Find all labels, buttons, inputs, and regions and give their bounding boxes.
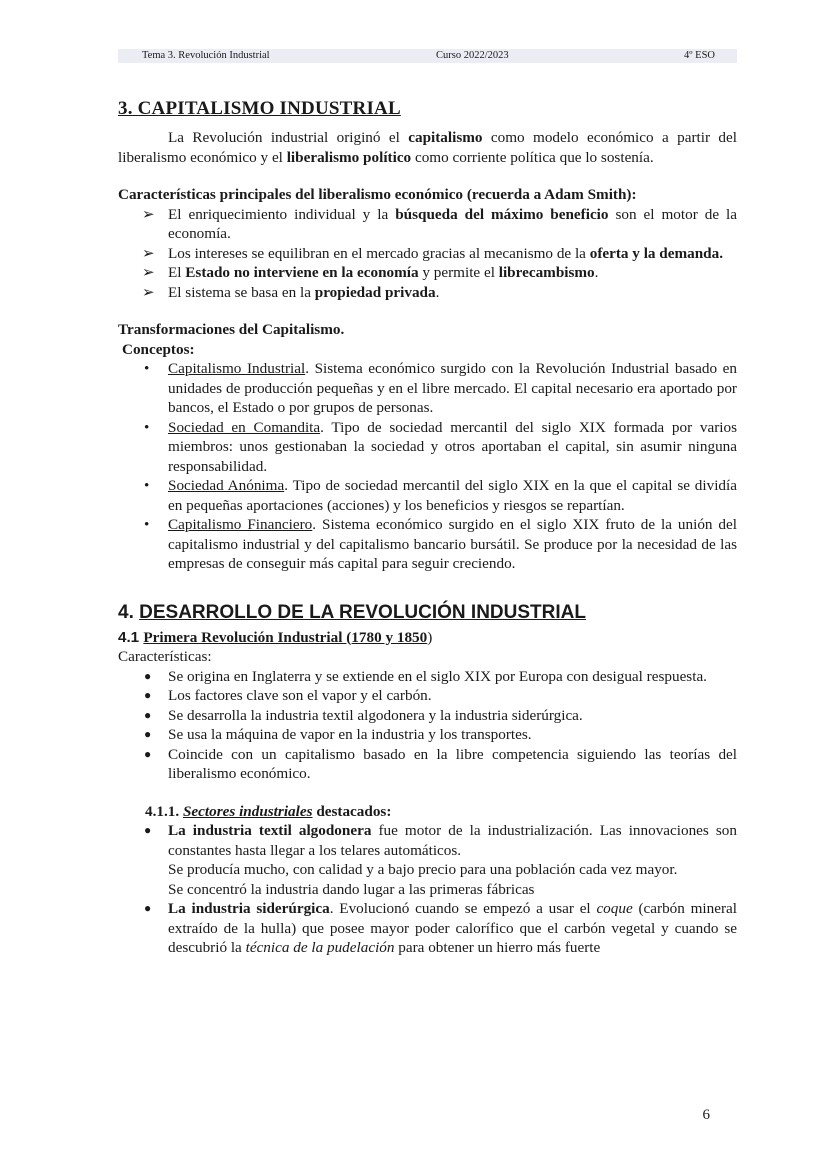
concept-item: • Sociedad Anónima. Tipo de sociedad mercantil del siglo XIX en la que el capital se dividía en pequeñas aportaciones (acciones) y los beneficios y riesgos se repartían.: [144, 477, 737, 514]
sector-continuation: Se producía mucho, con calidad y a bajo precio para una población cada vez mayor.: [168, 861, 678, 878]
list-item: ● Se usa la máquina de vapor en la industria y los transportes.: [144, 726, 532, 743]
page-header: [118, 49, 737, 63]
header-grade: 4º ESO: [684, 50, 715, 61]
industrial-sectors-list-2: [118, 899, 737, 958]
arrow-marker-icon: ➢: [142, 264, 155, 281]
section-3-intro: La Revolución industrial originó el capitalismo como modelo económico a partir del liberalismo económico y el liberalismo político como corriente política que lo sostenía.: [118, 129, 737, 166]
bullet-icon: ●: [144, 727, 152, 741]
list-item: ● Se origina en Inglaterra y se extiende en el siglo XIX por Europa con desigual respuesta.: [144, 667, 707, 685]
concept-item: • Capitalismo Financiero. Sistema económico surgido en el siglo XIX fruto de la unión del capitalismo industrial y del capitalismo bancario bursátil. Se produce por la necesidad de las empresas de conseguir más capital para seguir creciendo.: [144, 516, 737, 572]
header-topic: Tema 3. Revolución Industrial: [142, 50, 270, 61]
sector-continuation: Se concentró la industria dando lugar a las primeras fábricas: [168, 880, 535, 898]
list-item: ● Se desarrolla la industria textil algodonera y la industria siderúrgica.: [144, 706, 583, 724]
section-3-title: 3. CAPITALISMO INDUSTRIAL: [118, 98, 401, 119]
sector-item: ● La industria siderúrgica. Evolucionó cuando se empezó a usar el coque (carbón mineral extraído de la hulla) que posee mayor poder calorífico que el carbón vegetal y cuando se descubrió la técnica de la pudelación para obtener un hierro más fuerte: [144, 900, 738, 956]
list-item: ➢ El Estado no interviene en la economía y permite el librecambismo.: [142, 264, 599, 281]
bullet-icon: ●: [144, 823, 152, 837]
bullet-icon: ●: [144, 688, 152, 702]
header-course: Curso 2022/2023: [436, 50, 509, 61]
arrow-marker-icon: ➢: [142, 244, 155, 262]
characteristics-label: Características:: [118, 648, 212, 665]
section-4-title: 4. DESARROLLO DE LA REVOLUCIÓN INDUSTRIAL: [118, 601, 586, 623]
concept-term: Sociedad Anónima: [168, 477, 285, 494]
list-item: ● Los factores clave son el vapor y el carbón.: [144, 687, 432, 704]
concept-item: • Sociedad en Comandita. Tipo de sociedad mercantil del siglo XIX formada por varios miembros: unos gestionaban la sociedad y otros aportaban el capital, sin asumir ninguna responsabilidad.: [144, 418, 737, 475]
subsection-4-1-title: 4.1 Primera Revolución Industrial (1780 y 1850): [118, 628, 433, 646]
sector-item: ● La industria textil algodonera fue motor de la industrialización. Las innovaciones son constantes hasta llegar a los telares automáticos.: [144, 822, 737, 859]
concept-term: Sociedad en Comandita: [168, 418, 321, 436]
concept-term: Capitalismo Financiero: [168, 516, 313, 533]
list-item: ➢ El sistema se basa en la propiedad privada.: [142, 283, 440, 301]
liberalism-characteristics-list: [118, 205, 737, 303]
arrow-marker-icon: ➢: [142, 205, 155, 223]
bullet-icon: •: [144, 360, 150, 377]
bullet-icon: ●: [144, 668, 152, 683]
bullet-icon: •: [144, 516, 150, 533]
arrow-marker-icon: ➢: [142, 283, 155, 301]
list-item: ➢ El enriquecimiento individual y la búsqueda del máximo beneficio son el motor de la economía.: [142, 205, 737, 242]
bullet-icon: ●: [144, 901, 152, 915]
page-content: [118, 96, 737, 958]
concepts-list: [118, 359, 737, 574]
liberalism-characteristics-title: Características principales del liberalismo económico (recuerda a Adam Smith):: [118, 186, 637, 203]
bullet-icon: ●: [144, 707, 152, 722]
list-item: ● Coincide con un capitalismo basado en la libre competencia siguiendo las teorías del liberalismo económico.: [144, 745, 737, 782]
bullet-icon: ●: [144, 746, 152, 761]
bullet-icon: •: [144, 418, 150, 436]
subsection-4-1-1-title: 4.1.1. Sectores industriales destacados:: [145, 802, 392, 820]
first-revolution-characteristics-list: [118, 667, 737, 784]
transformations-title: Transformaciones del Capitalismo.: [118, 321, 345, 338]
concept-term: Capitalismo Industrial: [168, 360, 306, 377]
industrial-sectors-list: [118, 821, 737, 860]
bullet-icon: •: [144, 477, 150, 494]
page-number: 6: [702, 1107, 710, 1123]
concept-item: • Capitalismo Industrial. Sistema económico surgido con la Revolución Industrial basado en unidades de producción pequeñas y en el libre mercado. El capital necesario era aportado por bancos, el Estado o por grupos de personas.: [144, 360, 737, 416]
concepts-title: Conceptos:: [122, 340, 195, 358]
list-item: ➢ Los intereses se equilibran en el mercado gracias al mecanismo de la oferta y la demanda.: [142, 244, 724, 262]
